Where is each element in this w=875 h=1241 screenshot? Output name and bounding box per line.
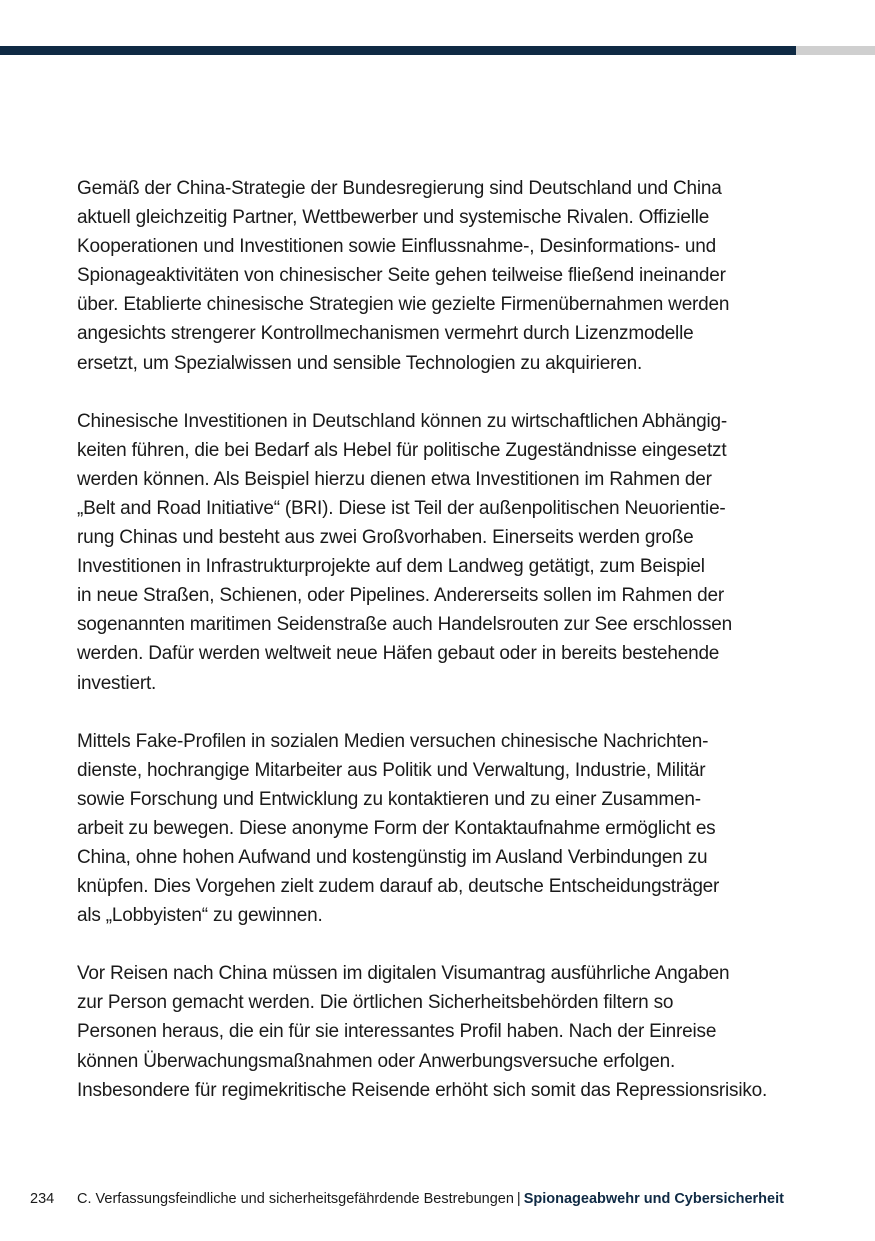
paragraph-china-strategy: Gemäß der China-Strategie der Bundesregierung sind Deutschland und China aktuell gleichzeitig Partner, Wettbewerber und systemische Rivalen. Offizielle Kooperationen und Investitionen sowie Einflussnahme-, Desinformations- und Spionageaktivitäten von chinesischer Seite gehen teilweise fließend ineinander über. Etablierte chinesische Strategien wie gezielte Firmenübernahmen werden angesichts strengerer Kontrollmechanismen vermehrt durch Lizenzmodelle ersetzt, um Spezialwissen und sensible Technologien zu akquirieren. <box>77 178 730 374</box>
page-footer <box>30 1189 830 1209</box>
page-number: 234 <box>30 1191 55 1207</box>
header-bar-light-segment <box>796 46 875 55</box>
paragraph-fake-profiles: Mittels Fake-Profilen in sozialen Medien versuchen chinesische Nachrichten- dienste, hochrangige Mitarbeiter aus Politik und Verwaltung, Industrie, Militär sowie Forschung und Entwicklung zu kontaktieren und zu einer Zusammen- arbeit zu bewegen. Diese anonyme Form der Kontaktaufnahme ermöglicht es China, ohne hohen Aufwand und kostengünstig im Ausland Verbindungen zu knüpfen. Dies Vorgehen zielt zudem darauf ab, deutsche Entscheidungsträger als „Lobbyisten“ zu gewinnen. <box>77 730 720 927</box>
footer-chapter-title: Spionageabwehr und Cybersicherheit <box>523 1191 784 1207</box>
footer-separator: | <box>516 1191 521 1207</box>
footer-section-title: C. Verfassungsfeindliche und sicherheitsgefährdende Bestrebungen <box>77 1191 514 1207</box>
header-bar-dark-segment <box>0 46 796 55</box>
header-bar <box>0 46 875 55</box>
paragraph-investments-bri: Chinesische Investitionen in Deutschland können zu wirtschaftlichen Abhängig- keiten führen, die bei Bedarf als Hebel für politische Zugeständnisse eingesetzt werden können. Als Beispiel hierzu dienen etwa Investitionen im Rahmen der „Belt and Road Initiative“ (BRI). Diese ist Teil der außenpolitischen Neuorientie- rung Chinas und besteht aus zwei Großvorhaben. Einerseits werden große Investitionen in Infrastrukturprojekte auf dem Landweg getätigt, zum Beispiel in neue Straßen, Schienen, oder Pipelines. Andererseits sollen im Rahmen der sogenannten maritimen Seidenstraße auch Handelsrouten zur See erschlossen werden. Dafür werden weltweit neue Häfen gebaut oder in bereits bestehende investiert. <box>77 410 733 694</box>
paragraph-travel-visa: Vor Reisen nach China müssen im digitalen Visumantrag ausführliche Angaben zur Person gemacht werden. Die örtlichen Sicherheitsbehörden filtern so Personen heraus, die ein für sie interessantes Profil haben. Nach der Einreise können Überwachungsmaßnahmen oder Anwerbungsversuche erfolgen. Insbesondere für regimekritische Reisende erhöht sich somit das Repressionsrisiko. <box>77 963 768 1101</box>
body-text <box>77 174 799 1134</box>
